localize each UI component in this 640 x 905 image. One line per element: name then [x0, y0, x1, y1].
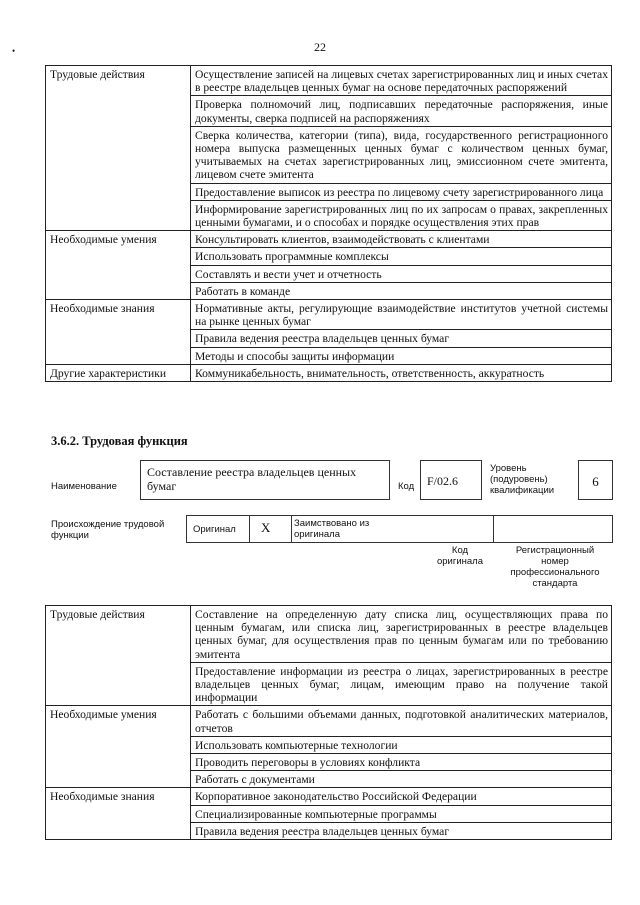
origin-row: [186, 515, 613, 543]
original-mark: X: [261, 520, 271, 535]
row-value: Предоставление выписок из реестра по лицевому счету зарегистрированного лица: [191, 183, 612, 200]
row-value: Работать с большими объемами данных, подготовкой аналитических материалов, отчетов: [191, 706, 612, 736]
row-value: Использовать компьютерные технологии: [191, 736, 612, 753]
row-label: Другие характеристики: [46, 364, 191, 381]
row-label: Необходимые знания: [46, 300, 191, 365]
borrowed-label: Заимствовано из оригинала: [294, 518, 370, 540]
labor-actions-table-2: [45, 605, 612, 840]
table-row: [46, 364, 612, 381]
row-value: Нормативные акты, регулирующие взаимодействие институтов учетной системы на рынке ценных бумаг: [191, 300, 612, 330]
row-value: Использовать программные комплексы: [191, 248, 612, 265]
row-value: Правила ведения реестра владельцев ценных бумаг: [191, 822, 612, 839]
name-label: Наименование: [51, 481, 117, 492]
qualification-level-label: Уровень (подуровень) квалификации: [490, 463, 555, 496]
borrowed-cell: [291, 516, 494, 542]
table-row: [46, 788, 612, 805]
row-value: Работать с документами: [191, 771, 612, 788]
row-value: Методы и способы защиты информации: [191, 347, 612, 364]
row-value: Составление на определенную дату списка лиц, осуществляющих права по ценным бумагам, или списка лиц, зарегистрированных в реестре владельцев ценных бумаг, для осуществления прав по ценным бумагам или по требованию эмитента: [191, 606, 612, 663]
table-row: [46, 231, 612, 248]
table-row: [46, 300, 612, 330]
row-label: Необходимые умения: [46, 231, 191, 300]
row-value: Сверка количества, категории (типа), вида, государственного регистрационного номера выпуска размещенных ценных бумаг с количеством ценных бумаг, учитываемых на счетах зарегистрированных лиц, эмиссионном счете эмитента, лицевом счете эмитента: [191, 126, 612, 183]
row-value: Проводить переговоры в условиях конфликта: [191, 754, 612, 771]
table-row: [46, 606, 612, 663]
original-mark-cell: [249, 516, 292, 542]
code-label: Код: [398, 481, 415, 492]
row-label: Необходимые умения: [46, 706, 191, 788]
original-label: Оригинал: [193, 524, 236, 535]
row-label: Трудовые действия: [46, 66, 191, 231]
original-cell: [187, 516, 250, 542]
row-value: Правила ведения реестра владельцев ценных бумаг: [191, 330, 612, 347]
reg-number-label: Регистрационный номер профессионального стандарта: [510, 545, 600, 589]
table-row: [46, 66, 612, 96]
row-value: Информирование зарегистрированных лиц по их запросам о правах, закрепленных ценными бумагами, и о способах и порядке осуществления этих прав: [191, 200, 612, 230]
row-value: Консультировать клиентов, взаимодействовать с клиентами: [191, 231, 612, 248]
code-original-label: Код оригинала: [436, 545, 483, 567]
page-number: 22: [314, 40, 326, 54]
row-label: Необходимые знания: [46, 788, 191, 840]
row-value: Осуществление записей на лицевых счетах зарегистрированных лиц и иных счетах в реестре владельцев ценных бумаг на основе передаточных распоряжений: [191, 66, 612, 96]
row-value: Проверка полномочий лиц, подписавших передаточные распоряжения, иные документы, сверка подписей на распоряжениях: [191, 96, 612, 126]
table-row: [46, 706, 612, 736]
qualification-level-box: 6: [578, 460, 613, 500]
row-value: Корпоративное законодательство Российской Федерации: [191, 788, 612, 805]
scan-mark: •: [12, 46, 16, 56]
row-label: Трудовые действия: [46, 606, 191, 706]
row-value: Составлять и вести учет и отчетность: [191, 265, 612, 282]
row-value: Специализированные компьютерные программы: [191, 805, 612, 822]
origin-label: Происхождение трудовой функции: [51, 519, 165, 541]
function-code-box: F/02.6: [420, 460, 482, 500]
section-heading: 3.6.2. Трудовая функция: [51, 434, 188, 448]
row-value: Предоставление информации из реестра о лицах, зарегистрированных в реестре владельцев ценных бумаг, лицам, имеющим право на получение такой информации: [191, 662, 612, 706]
function-name-box: Составление реестра владельцев ценных бумаг: [140, 460, 390, 500]
labor-actions-table-1: [45, 65, 612, 382]
row-value: Работать в команде: [191, 282, 612, 299]
row-value: Коммуникабельность, внимательность, ответственность, аккуратность: [191, 364, 612, 381]
